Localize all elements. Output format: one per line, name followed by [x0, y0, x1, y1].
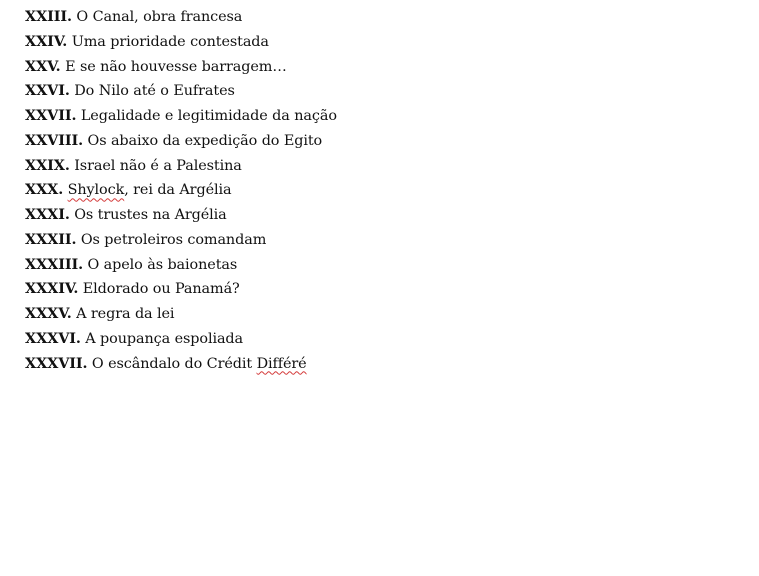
chapter-title: Legalidade e legitimidade da nação	[76, 108, 337, 124]
chapter-title: O apelo às baionetas	[83, 256, 238, 273]
chapter-numeral: XXXV.	[25, 305, 72, 322]
chapter-numeral: XXIII.	[25, 8, 72, 25]
toc-line	[25, 279, 759, 304]
toc-line	[25, 131, 759, 156]
spellcheck-flagged-word[interactable]: Shylock	[67, 182, 125, 199]
chapter-numeral: XXV.	[25, 57, 61, 75]
chapter-numeral: XXIX.	[25, 156, 70, 174]
chapter-title: A poupança espoliada	[80, 330, 244, 347]
spellcheck-flagged-word[interactable]: Différé	[256, 355, 307, 372]
chapter-title: A regra da lei	[71, 306, 175, 322]
chapter-title: O escândalo do Crédit	[87, 355, 257, 372]
chapter-numeral: XXX.	[25, 181, 64, 199]
toc-line	[25, 354, 759, 379]
toc-line	[25, 205, 759, 230]
chapter-title: Eldorado ou Panamá?	[78, 281, 240, 298]
toc-line	[25, 156, 759, 181]
chapter-title: Israel não é a Palestina	[69, 157, 242, 174]
toc-line	[25, 255, 759, 280]
chapter-title-rest: , rei da Argélia	[124, 182, 232, 199]
toc-line	[25, 230, 759, 255]
chapter-title: Do Nilo até o Eufrates	[69, 83, 235, 100]
toc-line	[25, 180, 759, 205]
chapter-title: Os petroleiros comandam	[76, 231, 267, 248]
chapter-numeral: XXXIV.	[25, 280, 79, 298]
chapter-numeral: XXIV.	[25, 32, 68, 50]
toc-line	[25, 329, 759, 354]
toc-line	[25, 106, 759, 131]
chapter-numeral: XXXIII.	[25, 255, 84, 273]
chapter-numeral: XXXI.	[25, 206, 70, 223]
chapter-title: O Canal, obra francesa	[71, 9, 243, 25]
chapter-numeral: XXXVII.	[25, 354, 88, 372]
chapter-title: Uma prioridade contestada	[67, 33, 269, 50]
toc-line	[25, 32, 759, 57]
chapter-numeral: XXVI.	[25, 82, 70, 100]
chapter-numeral: XXVII.	[25, 107, 77, 124]
document-page	[25, 7, 759, 378]
chapter-title: E se não houvesse barragem…	[60, 58, 287, 75]
chapter-title: Os trustes na Argélia	[69, 207, 227, 223]
chapter-numeral: XXVIII.	[25, 131, 84, 149]
chapter-numeral: XXXII.	[25, 230, 77, 248]
toc-line	[25, 7, 759, 32]
toc-line	[25, 81, 759, 106]
toc-line	[25, 304, 759, 329]
chapter-title: Os abaixo da expedição do Egito	[83, 132, 323, 149]
toc-line	[25, 57, 759, 82]
chapter-numeral: XXXVI.	[25, 329, 81, 347]
